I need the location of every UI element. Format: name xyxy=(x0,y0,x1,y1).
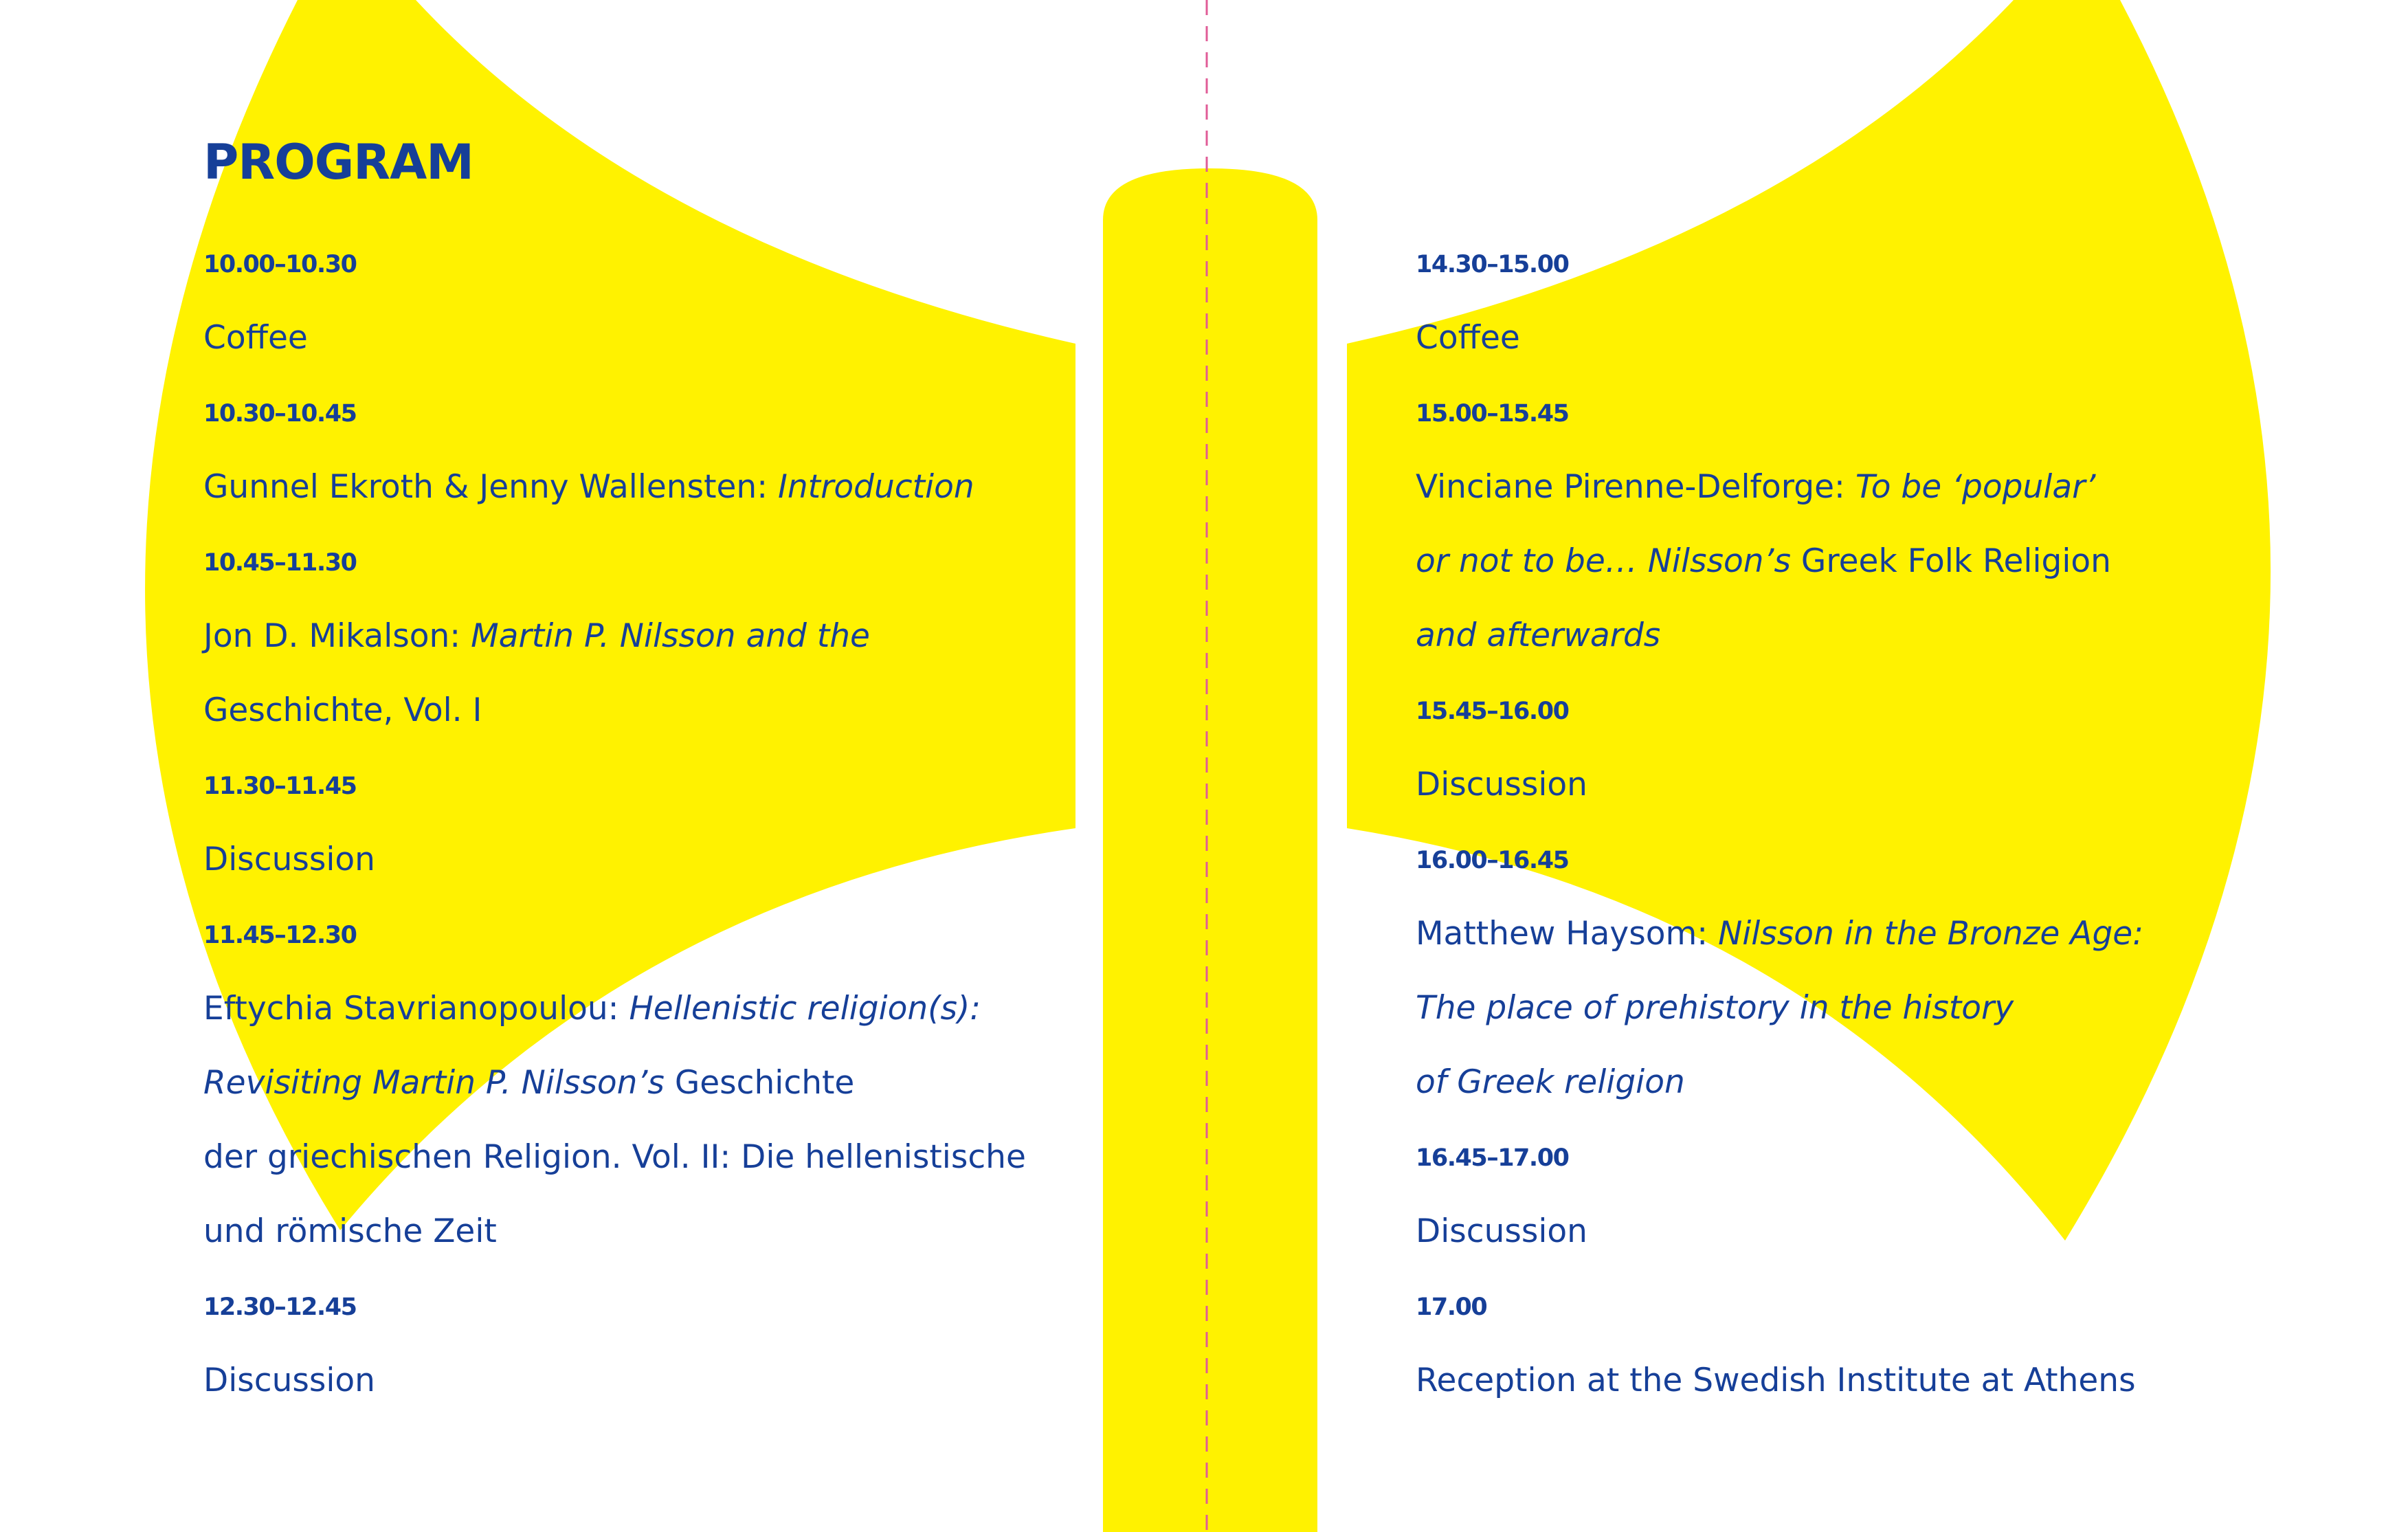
italic-title-text: Introduction xyxy=(778,468,974,506)
program-text: Discussion xyxy=(203,1362,375,1399)
program-description-line xyxy=(203,1064,854,1102)
program-time: 14.30–15.00 xyxy=(1416,251,1569,278)
italic-title-text: Revisiting Martin P. Nilsson’s xyxy=(203,1064,665,1102)
program-description-line xyxy=(1416,766,1587,803)
program-time: 15.00–15.45 xyxy=(1416,400,1569,428)
program-description-line xyxy=(1416,915,2143,953)
program-time: 10.45–11.30 xyxy=(203,549,357,577)
program-description-line xyxy=(1416,319,1520,357)
program-time: 10.00–10.30 xyxy=(203,251,357,278)
program-description-line xyxy=(203,319,308,357)
program-description-line xyxy=(1416,1362,2136,1399)
program-description-line xyxy=(203,1362,375,1399)
program-time: 15.45–16.00 xyxy=(1416,698,1569,725)
program-text: Matthew Haysom: xyxy=(1416,915,1719,953)
program-text: Discussion xyxy=(1416,766,1587,803)
program-description-line xyxy=(203,841,375,878)
italic-title-text: To be ‘popular’ xyxy=(1855,468,2096,506)
program-description-line xyxy=(203,1138,1026,1176)
program-text: Gunnel Ekroth & Jenny Wallensten: xyxy=(203,468,778,506)
program-time: 11.30–11.45 xyxy=(203,773,357,800)
program-description-line xyxy=(1416,468,2095,506)
program-text: und römische Zeit xyxy=(203,1212,497,1250)
program-description-line xyxy=(1416,1063,1685,1101)
program-description-line xyxy=(1416,989,2014,1027)
italic-title-text: The place of prehistory in the history xyxy=(1416,989,2014,1027)
italic-title-text: Nilsson in the Bronze Age: xyxy=(1718,915,2144,953)
program-text: Vinciane Pirenne-Delforge: xyxy=(1416,468,1855,506)
program-text: der griechischen Religion. Vol. II: Die hellenistische xyxy=(203,1138,1026,1176)
program-time: 17.00 xyxy=(1416,1294,1487,1321)
program-description-line xyxy=(1416,1212,1587,1250)
program-description-line xyxy=(203,468,974,506)
program-text: Reception at the Swedish Institute at Athens xyxy=(1416,1362,2136,1399)
program-text: Eftychia Stavrianopoulou: xyxy=(203,990,629,1028)
program-description-line xyxy=(203,691,482,729)
program-text: Coffee xyxy=(1416,319,1520,357)
program-description-line xyxy=(203,990,981,1028)
program-time: 12.30–12.45 xyxy=(203,1294,357,1321)
program-time: 16.00–16.45 xyxy=(1416,847,1569,874)
axe-handle xyxy=(1103,168,1317,1532)
program-text: Jon D. Mikalson: xyxy=(203,617,471,655)
program-time: 16.45–17.00 xyxy=(1416,1144,1569,1172)
program-text: Discussion xyxy=(203,841,375,878)
italic-title-text: or not to be… Nilsson’s xyxy=(1416,542,1791,580)
program-text: Geschichte, Vol. I xyxy=(203,691,482,729)
program-time: 10.30–10.45 xyxy=(203,400,357,428)
program-time: 11.45–12.30 xyxy=(203,922,357,949)
program-description-line xyxy=(203,617,870,655)
program-description-line xyxy=(203,1212,497,1250)
program-text: Discussion xyxy=(1416,1212,1587,1250)
italic-title-text: of Greek religion xyxy=(1416,1063,1685,1101)
page-title: PROGRAM xyxy=(203,134,473,190)
italic-title-text: Hellenistic religion(s): xyxy=(629,990,981,1028)
program-description-line xyxy=(1416,542,2111,580)
program-text: Coffee xyxy=(203,319,308,357)
program-text: Greek Folk Religion xyxy=(1790,542,2111,580)
italic-title-text: and afterwards xyxy=(1416,617,1661,654)
italic-title-text: Martin P. Nilsson and the xyxy=(471,617,870,655)
program-description-line xyxy=(1416,617,1660,654)
program-text: Geschichte xyxy=(664,1064,855,1102)
